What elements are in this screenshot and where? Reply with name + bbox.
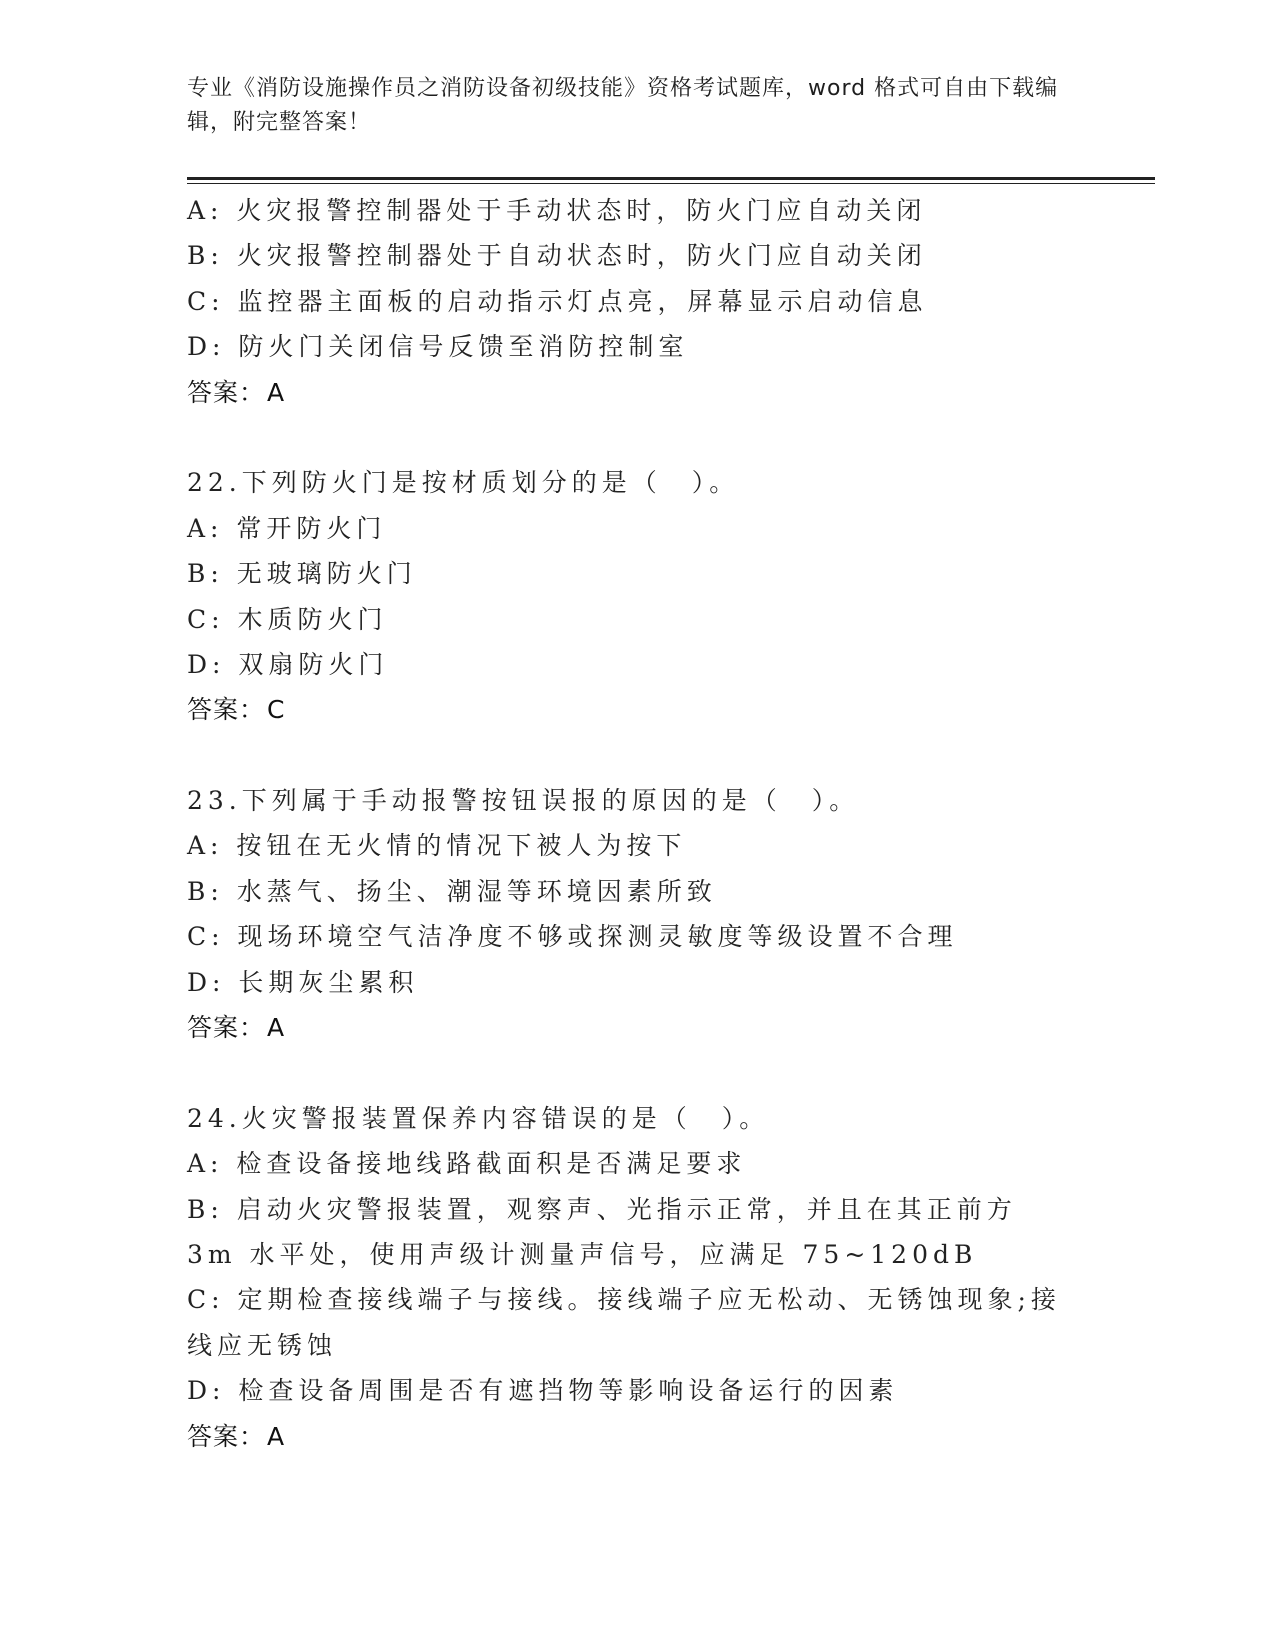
option-b: B: 无玻璃防火门 <box>187 559 417 589</box>
question-block-22 <box>187 460 1067 732</box>
answer-line <box>187 687 1067 732</box>
spacer <box>187 1050 1067 1095</box>
option-a: A: 常开防火门 <box>187 513 387 543</box>
answer-value: A <box>267 377 286 407</box>
header-divider <box>187 177 1155 180</box>
option-c: C: 监控器主面板的启动指示灯点亮，屏幕显示启动信息 <box>187 286 928 316</box>
option-c: C: 现场环境空气洁净度不够或探测灵敏度等级设置不合理 <box>187 922 958 952</box>
option-a: A: 火灾报警控制器处于手动状态时，防火门应自动关闭 <box>187 196 927 225</box>
option-d: D: 双扇防火门 <box>187 649 389 679</box>
answer-label: 答案： <box>187 377 266 407</box>
question-block-23 <box>187 778 1067 1050</box>
answer-line <box>187 370 1067 415</box>
answer-label: 答案： <box>187 1013 266 1043</box>
question-block-21 <box>187 188 1067 415</box>
question-stem: 23.下列属于手动报警按钮误报的原因的是（ ）。 <box>187 786 860 816</box>
question-content <box>187 188 1067 1459</box>
spacer <box>187 733 1067 778</box>
question-stem: 22.下列防火门是按材质划分的是（ ）。 <box>187 468 740 498</box>
question-stem: 24.火灾警报装置保养内容错误的是（ ）。 <box>187 1103 770 1133</box>
answer-label: 答案： <box>187 1421 266 1451</box>
answer-label: 答案： <box>187 695 266 725</box>
option-d: D: 防火门关闭信号反馈至消防控制室 <box>187 332 689 362</box>
option-b: B: 火灾报警控制器处于自动状态时，防火门应自动关闭 <box>187 241 927 271</box>
answer-line <box>187 1005 1067 1050</box>
answer-line <box>187 1414 1067 1459</box>
header-divider-thin <box>187 183 1155 184</box>
option-b: B: 水蒸气、扬尘、潮湿等环境因素所致 <box>187 876 717 906</box>
option-a: A: 按钮在无火情的情况下被人为按下 <box>187 831 687 861</box>
option-b: B: 启动火灾警报装置，观察声、光指示正常，并且在其正前方 3m 水平处，使用声级计测量声信号，应满足 75~120dB <box>187 1194 1017 1269</box>
question-block-24 <box>187 1096 1067 1459</box>
answer-value: A <box>267 1013 286 1043</box>
option-c: C: 木质防火门 <box>187 604 388 634</box>
document-header: 专业《消防设施操作员之消防设备初级技能》资格考试题库，word 格式可自由下载编辑，附完整答案！ <box>187 76 1059 135</box>
spacer <box>187 415 1067 460</box>
option-c: C: 定期检查接线端子与接线。接线端子应无松动、无锈蚀现象;接线应无锈蚀 <box>187 1285 1061 1360</box>
answer-value: C <box>267 695 286 725</box>
option-d: D: 长期灰尘累积 <box>187 967 419 997</box>
answer-value: A <box>267 1421 286 1451</box>
option-a: A: 检查设备接地线路截面积是否满足要求 <box>187 1149 747 1179</box>
option-d: D: 检查设备周围是否有遮挡物等影响设备运行的因素 <box>187 1376 899 1406</box>
